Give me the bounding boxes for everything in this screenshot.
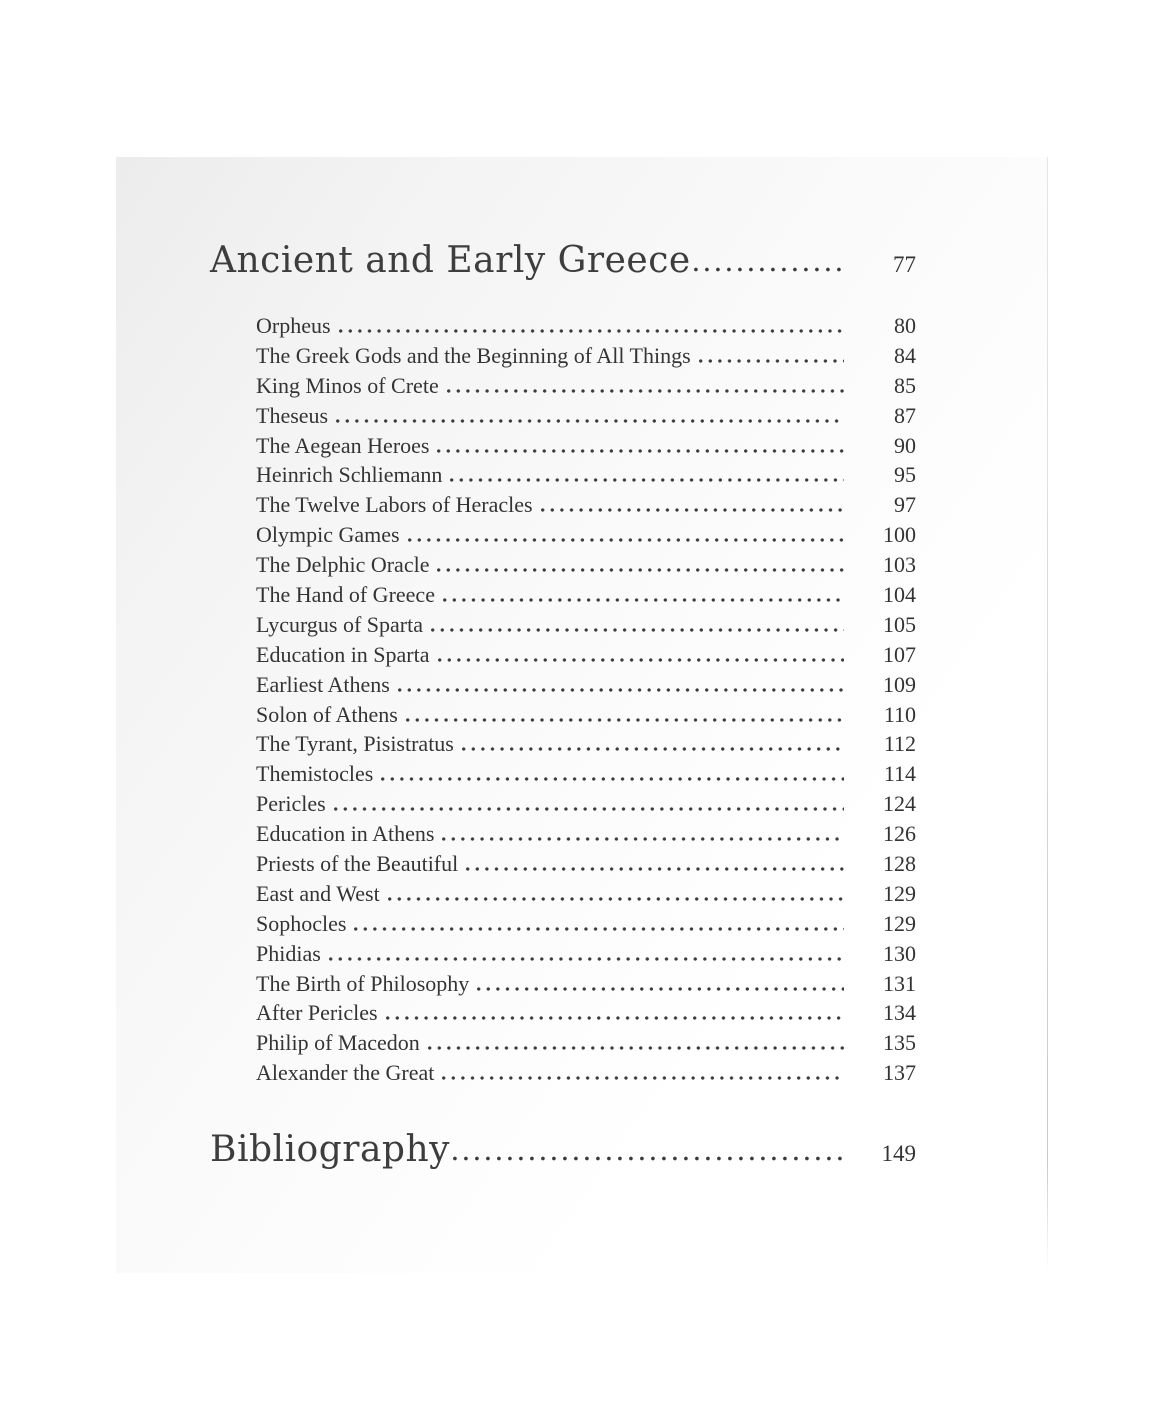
dotted-leader bbox=[694, 267, 844, 272]
entry-page-number: 134 bbox=[883, 1000, 916, 1026]
toc-entry-row bbox=[256, 371, 916, 401]
entry-page-number: 105 bbox=[883, 611, 916, 637]
entry-page-number: 129 bbox=[883, 910, 916, 936]
dotted-leader bbox=[541, 508, 844, 512]
dotted-leader bbox=[699, 359, 844, 363]
entry-page-number: 84 bbox=[894, 342, 916, 368]
entry-title: Sophocles bbox=[256, 910, 347, 936]
toc-section bbox=[210, 1128, 916, 1176]
dotted-leader bbox=[381, 777, 844, 781]
entry-page-number: 100 bbox=[883, 522, 916, 548]
dotted-leader bbox=[339, 329, 844, 333]
entry-page-number: 103 bbox=[883, 552, 916, 578]
entry-page-number: 131 bbox=[883, 970, 916, 996]
dotted-leader bbox=[428, 1046, 844, 1050]
toc-entry-row bbox=[256, 401, 916, 431]
entry-title: The Delphic Oracle bbox=[256, 552, 430, 578]
page-right-edge bbox=[1047, 157, 1048, 1273]
entry-page-number: 80 bbox=[894, 313, 916, 338]
entry-title: Priests of the Beautiful bbox=[256, 851, 459, 877]
toc-entry-row bbox=[256, 460, 916, 490]
entry-page-number: 110 bbox=[883, 701, 916, 727]
entry-title: King Minos of Crete bbox=[256, 372, 439, 398]
dotted-leader bbox=[398, 688, 844, 692]
toc-entry-row bbox=[256, 490, 916, 520]
dotted-leader bbox=[450, 478, 844, 482]
chapter-page-number: 149 bbox=[881, 1141, 916, 1167]
toc-entry-row bbox=[256, 341, 916, 371]
dotted-leader bbox=[442, 837, 844, 841]
toc-entry-row bbox=[256, 939, 916, 969]
toc-entry-row bbox=[256, 550, 916, 580]
dotted-leader bbox=[329, 957, 844, 961]
dotted-leader bbox=[388, 897, 844, 901]
dotted-leader bbox=[437, 449, 844, 453]
toc-entry-row bbox=[256, 849, 916, 879]
toc-entry-row bbox=[256, 879, 916, 909]
toc-entry-row bbox=[256, 431, 916, 461]
entry-page-number: 137 bbox=[883, 1060, 916, 1086]
table-of-contents bbox=[116, 157, 1048, 1176]
entry-title: After Pericles bbox=[256, 1000, 378, 1026]
chapter-entry-list bbox=[256, 311, 916, 1088]
entry-title: Education in Sparta bbox=[256, 641, 430, 667]
toc-entry-row bbox=[256, 520, 916, 550]
entry-page-number: 135 bbox=[883, 1030, 916, 1056]
dotted-leader bbox=[466, 867, 844, 871]
entry-title: Theseus bbox=[256, 402, 329, 428]
entry-title: Heinrich Schliemann bbox=[256, 462, 443, 488]
toc-entry-row bbox=[256, 819, 916, 849]
toc-entry-row bbox=[256, 998, 916, 1028]
toc-entry-row bbox=[256, 909, 916, 939]
entry-title: Pericles bbox=[256, 791, 326, 817]
toc-entry-row bbox=[256, 1058, 916, 1088]
dotted-leader bbox=[386, 1016, 844, 1020]
dotted-leader bbox=[443, 598, 844, 602]
dotted-leader bbox=[462, 747, 844, 751]
entry-title: East and West bbox=[256, 880, 380, 906]
dotted-leader bbox=[438, 658, 844, 662]
entry-title: The Twelve Labors of Heracles bbox=[256, 492, 533, 518]
entry-page-number: 104 bbox=[883, 582, 916, 608]
entry-title: Themistocles bbox=[256, 761, 374, 787]
entry-page-number: 97 bbox=[894, 492, 916, 518]
entry-page-number: 85 bbox=[894, 372, 916, 398]
toc-section bbox=[210, 239, 916, 1088]
toc-entry-row bbox=[256, 700, 916, 730]
entry-title: Alexander the Great bbox=[256, 1060, 435, 1086]
entry-title: Orpheus bbox=[256, 313, 331, 338]
chapter-page-number: 77 bbox=[893, 252, 916, 277]
dotted-leader bbox=[437, 568, 844, 572]
chapter-title: Ancient and Early Greece bbox=[210, 240, 691, 281]
dotted-leader bbox=[447, 389, 844, 393]
toc-entry-row bbox=[256, 969, 916, 999]
entry-title: The Tyrant, Pisistratus bbox=[256, 731, 454, 757]
entry-page-number: 95 bbox=[894, 462, 916, 488]
dotted-leader bbox=[354, 927, 844, 931]
entry-page-number: 126 bbox=[883, 821, 916, 847]
dotted-leader bbox=[453, 1156, 844, 1161]
dotted-leader bbox=[431, 628, 844, 632]
entry-page-number: 128 bbox=[883, 851, 916, 877]
toc-entry-row bbox=[256, 729, 916, 759]
book-page bbox=[116, 157, 1048, 1273]
toc-entry-row bbox=[256, 789, 916, 819]
entry-title: Olympic Games bbox=[256, 522, 400, 548]
entry-title: The Aegean Heroes bbox=[256, 432, 430, 458]
entry-title: Phidias bbox=[256, 940, 321, 966]
entry-page-number: 129 bbox=[883, 880, 916, 906]
toc-entry-row bbox=[256, 311, 916, 341]
entry-page-number: 130 bbox=[883, 940, 916, 966]
entry-page-number: 87 bbox=[894, 402, 916, 428]
toc-entry-row bbox=[256, 1028, 916, 1058]
toc-entry-row bbox=[256, 759, 916, 789]
entry-title: Solon of Athens bbox=[256, 701, 398, 727]
entry-page-number: 109 bbox=[883, 671, 916, 697]
entry-page-number: 90 bbox=[894, 432, 916, 458]
toc-entry-row bbox=[256, 670, 916, 700]
dotted-leader bbox=[334, 807, 844, 811]
dotted-leader bbox=[477, 987, 844, 991]
dotted-leader bbox=[442, 1076, 844, 1080]
dotted-leader bbox=[336, 419, 844, 423]
entry-title: Earliest Athens bbox=[256, 671, 390, 697]
chapter-row bbox=[210, 239, 916, 287]
entry-title: Education in Athens bbox=[256, 821, 435, 847]
entry-page-number: 112 bbox=[883, 731, 916, 757]
chapter-row bbox=[210, 1128, 916, 1176]
toc-entry-row bbox=[256, 610, 916, 640]
dotted-leader bbox=[408, 538, 844, 542]
entry-title: The Birth of Philosophy bbox=[256, 970, 470, 996]
entry-title: The Hand of Greece bbox=[256, 582, 435, 608]
toc-entry-row bbox=[256, 580, 916, 610]
entry-title: The Greek Gods and the Beginning of All Things bbox=[256, 342, 691, 368]
entry-page-number: 124 bbox=[883, 791, 916, 817]
entry-title: Philip of Macedon bbox=[256, 1030, 420, 1056]
entry-page-number: 107 bbox=[883, 641, 916, 667]
chapter-title: Bibliography bbox=[210, 1129, 450, 1171]
dotted-leader bbox=[406, 718, 844, 722]
entry-page-number: 114 bbox=[883, 761, 916, 787]
entry-title: Lycurgus of Sparta bbox=[256, 611, 424, 637]
toc-entry-row bbox=[256, 640, 916, 670]
